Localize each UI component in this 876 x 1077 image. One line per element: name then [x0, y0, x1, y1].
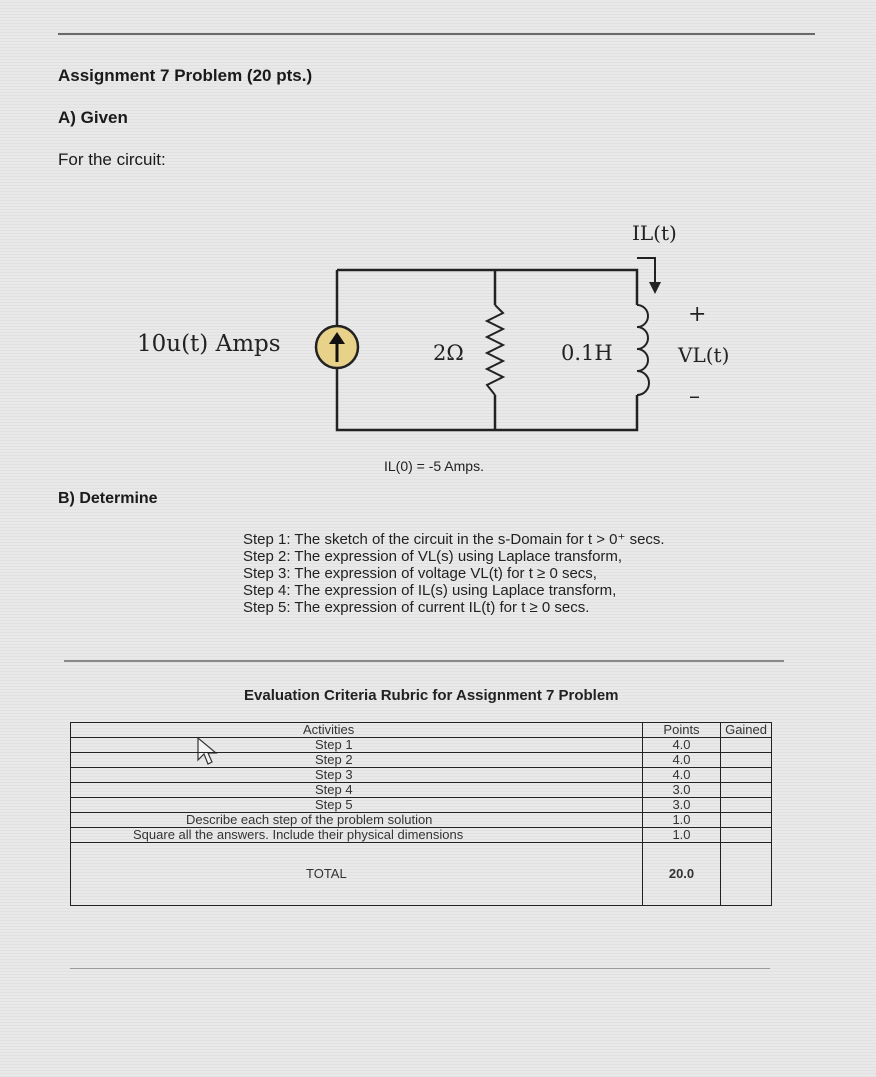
points-cell: 4.0 [642, 753, 720, 768]
total-row [71, 843, 772, 906]
points-cell: 4.0 [642, 768, 720, 783]
gained-cell[interactable] [721, 798, 772, 813]
source-label: 10u(t) Amps [137, 331, 281, 357]
voltage-label: VL(t) [678, 343, 730, 367]
determine-label: B) Determine [58, 490, 158, 507]
step-item: Step 5: The expression of current IL(t) for t ≥ 0 secs. [243, 599, 590, 616]
top-divider [58, 33, 815, 35]
points-cell: 3.0 [642, 783, 720, 798]
gained-cell[interactable] [721, 768, 772, 783]
points-header: Points [642, 723, 720, 738]
given-label: A) Given [58, 108, 128, 127]
rubric-title: Evaluation Criteria Rubric for Assignment 7 Problem [244, 687, 619, 704]
activities-header: Activities [71, 723, 643, 738]
gained-cell[interactable] [721, 828, 772, 843]
activity-cell: Describe each step of the problem solution [71, 813, 643, 828]
rubric-table [70, 722, 772, 906]
points-cell: 3.0 [642, 798, 720, 813]
initial-condition: IL(0) = -5 Amps. [384, 458, 484, 474]
step-item: Step 4: The expression of IL(s) using Laplace transform, [243, 582, 617, 599]
gained-cell[interactable] [721, 738, 772, 753]
points-cell: 4.0 [642, 738, 720, 753]
gained-header: Gained [721, 723, 772, 738]
table-row [71, 828, 772, 843]
activity-cell: Step 1 [71, 738, 643, 753]
gained-cell[interactable] [721, 813, 772, 828]
activity-cell: Step 5 [71, 798, 643, 813]
step-item: Step 3: The expression of voltage VL(t) for t ≥ 0 secs, [243, 565, 597, 582]
table-row [71, 783, 772, 798]
resistor-label: 2Ω [433, 341, 464, 365]
gained-cell[interactable] [721, 783, 772, 798]
circuit-intro: For the circuit: [58, 150, 166, 169]
minus-sign: – [689, 384, 700, 409]
step-item: Step 1: The sketch of the circuit in the s-Domain for t > 0⁺ secs. [243, 531, 665, 548]
total-label: TOTAL [71, 843, 643, 906]
activity-cell: Step 3 [71, 768, 643, 783]
plus-sign: + [688, 302, 707, 327]
step-item: Step 2: The expression of VL(s) using Laplace transform, [243, 548, 623, 565]
points-cell: 1.0 [642, 813, 720, 828]
activity-cell: Square all the answers. Include their physical dimensions [71, 828, 643, 843]
middle-divider [64, 660, 784, 662]
activity-cell: Step 2 [71, 753, 643, 768]
total-points: 20.0 [642, 843, 720, 906]
table-row [71, 768, 772, 783]
gained-cell[interactable] [721, 753, 772, 768]
bottom-divider [70, 968, 770, 969]
assignment-title: Assignment 7 Problem (20 pts.) [58, 66, 313, 85]
table-row [71, 813, 772, 828]
current-label: IL(t) [632, 221, 677, 245]
table-row [71, 798, 772, 813]
total-gained-cell[interactable] [721, 843, 772, 906]
activity-cell: Step 4 [71, 783, 643, 798]
table-row [71, 738, 772, 753]
points-cell: 1.0 [642, 828, 720, 843]
table-header-row [71, 723, 772, 738]
steps-list [243, 531, 665, 616]
inductor-label: 0.1H [561, 341, 613, 365]
table-row [71, 753, 772, 768]
